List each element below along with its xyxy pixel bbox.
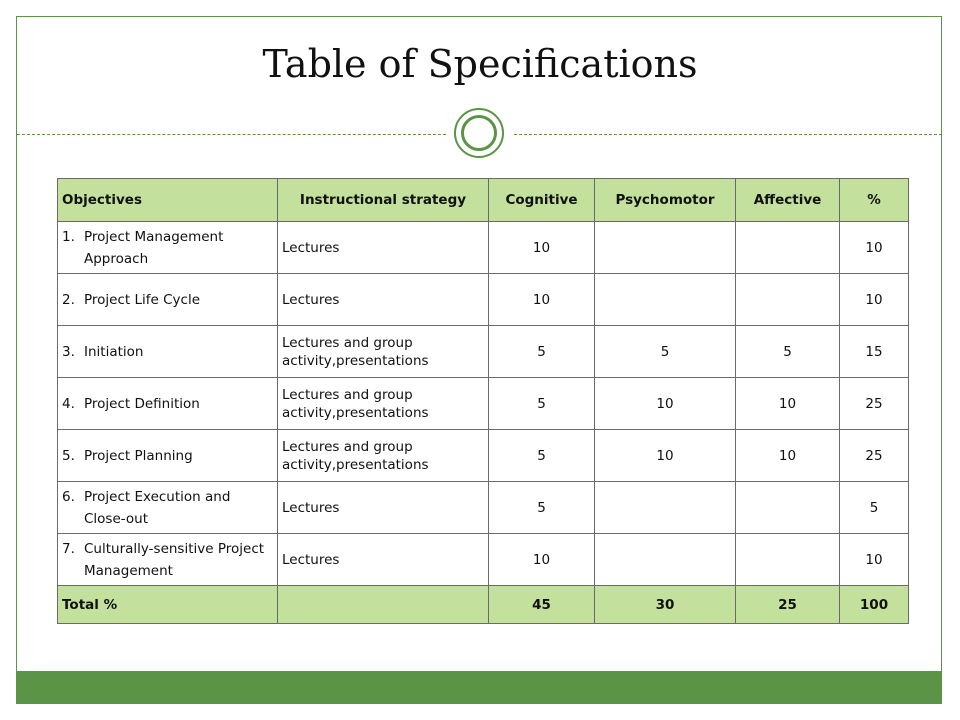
- objective-cell: [58, 430, 278, 482]
- specifications-table: [57, 178, 909, 624]
- objective-text: Project Management Approach: [84, 228, 224, 267]
- psychomotor-cell: 10: [595, 378, 736, 430]
- header-psychomotor: Psychomotor: [595, 179, 736, 222]
- cognitive-cell: 10: [489, 274, 595, 326]
- objective-text: Project Life Cycle: [84, 291, 200, 308]
- objective-text: Initiation: [84, 343, 144, 360]
- table-row: [58, 534, 909, 586]
- affective-cell: [736, 482, 840, 534]
- psychomotor-cell: [595, 222, 736, 274]
- objective-number: 1.: [62, 228, 75, 245]
- total-row: [58, 586, 909, 624]
- percent-cell: 5: [840, 482, 909, 534]
- percent-cell: 10: [840, 222, 909, 274]
- objective-number: 7.: [62, 540, 75, 557]
- percent-cell: 10: [840, 274, 909, 326]
- table-row: [58, 222, 909, 274]
- affective-cell: 10: [736, 378, 840, 430]
- header-affective: Affective: [736, 179, 840, 222]
- objective-number: 4.: [62, 395, 75, 412]
- total-percent: 100: [840, 586, 909, 624]
- percent-cell: 10: [840, 534, 909, 586]
- strategy-cell: Lectures and group activity,presentations: [278, 378, 489, 430]
- objective-cell: [58, 326, 278, 378]
- percent-cell: 25: [840, 378, 909, 430]
- cognitive-cell: 10: [489, 534, 595, 586]
- objective-cell: [58, 378, 278, 430]
- table-header-row: [58, 179, 909, 222]
- strategy-cell: Lectures: [278, 274, 489, 326]
- table-row: [58, 482, 909, 534]
- total-affective: 25: [736, 586, 840, 624]
- slide-title: Table of Specifications: [262, 42, 698, 86]
- strategy-cell: Lectures: [278, 482, 489, 534]
- cognitive-cell: 5: [489, 326, 595, 378]
- affective-cell: 10: [736, 430, 840, 482]
- objective-text: Project Definition: [84, 395, 200, 412]
- header-cognitive: Cognitive: [489, 179, 595, 222]
- objective-number: 3.: [62, 343, 75, 360]
- psychomotor-cell: [595, 274, 736, 326]
- cognitive-cell: 5: [489, 482, 595, 534]
- objective-cell: [58, 274, 278, 326]
- strategy-cell: Lectures and group activity,presentations: [278, 326, 489, 378]
- objective-text: Culturally-sensitive Project Management: [84, 540, 265, 579]
- cognitive-cell: 5: [489, 378, 595, 430]
- psychomotor-cell: [595, 482, 736, 534]
- psychomotor-cell: 5: [595, 326, 736, 378]
- affective-cell: [736, 274, 840, 326]
- total-psychomotor: 30: [595, 586, 736, 624]
- objective-cell: [58, 222, 278, 274]
- strategy-cell: Lectures and group activity,presentations: [278, 430, 489, 482]
- percent-cell: 15: [840, 326, 909, 378]
- table-row: [58, 378, 909, 430]
- header-objectives: Objectives: [58, 179, 278, 222]
- table-row: [58, 326, 909, 378]
- strategy-cell: Lectures: [278, 222, 489, 274]
- affective-cell: 5: [736, 326, 840, 378]
- total-cognitive: 45: [489, 586, 595, 624]
- objective-text: Project Planning: [84, 447, 193, 464]
- psychomotor-cell: 10: [595, 430, 736, 482]
- objective-number: 5.: [62, 447, 75, 464]
- objective-text: Project Execution and Close-out: [84, 488, 231, 527]
- cognitive-cell: 10: [489, 222, 595, 274]
- affective-cell: [736, 222, 840, 274]
- header-instructional-strategy: Instructional strategy: [278, 179, 489, 222]
- percent-cell: 25: [840, 430, 909, 482]
- header-percent: %: [840, 179, 909, 222]
- affective-cell: [736, 534, 840, 586]
- total-strategy-cell: [278, 586, 489, 624]
- objective-cell: [58, 482, 278, 534]
- table-row: [58, 430, 909, 482]
- table-row: [58, 274, 909, 326]
- circle-ornament-icon: [454, 108, 504, 158]
- objective-number: 6.: [62, 488, 75, 505]
- total-label: Total %: [58, 586, 278, 624]
- objective-number: 2.: [62, 291, 75, 308]
- objective-cell: [58, 534, 278, 586]
- strategy-cell: Lectures: [278, 534, 489, 586]
- psychomotor-cell: [595, 534, 736, 586]
- title-divider-left: [17, 134, 446, 135]
- title-divider-right: [514, 134, 942, 135]
- footer-bar: [16, 671, 942, 704]
- cognitive-cell: 5: [489, 430, 595, 482]
